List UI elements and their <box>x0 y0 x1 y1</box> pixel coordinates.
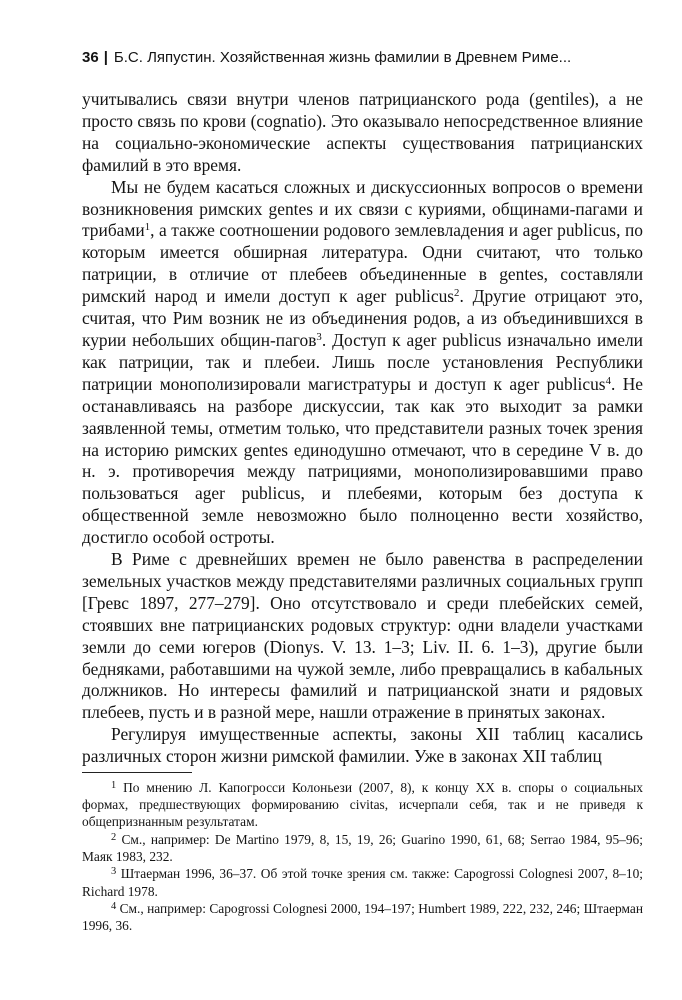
paragraph-1: учитывались связи внутри членов патрицианского рода (gentiles), а не просто связь по крови (cognatio). Это оказывало непосредственное влияние на социально-экономические аспекты существования патрицианских фамилий в это время. <box>82 89 643 175</box>
page-number: 36 <box>82 49 99 66</box>
paragraph-2-part-d: . Доступ к ager publicus изначально имели как патриции, так и плебеи. Лишь после установления Республики патриции монополизировали магистратуры и доступ к ager publicus <box>82 329 643 394</box>
footnote-mark-4: 4 <box>111 900 117 912</box>
footnote-2 <box>82 831 643 865</box>
footnote-text-3: Штаерман 1996, 36–37. Об этой точке зрения см. также: Capogrossi Colognesi 2007, 8–10; Richard 1978. <box>82 866 643 899</box>
footnote-4 <box>82 900 643 934</box>
footnote-ref-3[interactable]: 3 <box>316 331 322 344</box>
paragraph-4: Регулируя имущественные аспекты, законы XII таблиц касались различных сторон жизни римской фамилии. Уже в законах XII таблиц <box>82 724 643 767</box>
footnote-ref-1[interactable]: 1 <box>144 221 151 234</box>
footnote-mark-1: 1 <box>111 779 117 791</box>
main-text <box>82 89 643 768</box>
paragraph-2-part-c: . Другие отрицают это, считая, что Рим возник не из объединения родов, а из объединившихся в курии небольших общин-пагов <box>82 286 643 350</box>
running-title: Б.С. Ляпустин. Хозяйственная жизнь фамилии в Древнем Риме... <box>113 49 572 66</box>
footnote-ref-2[interactable]: 2 <box>454 287 460 300</box>
footnote-text-2: См., например: De Martino 1979, 8, 15, 19, 26; Guarino 1990, 61, 68; Serrao 1984, 95–96; Маяк 1983, 232. <box>82 831 643 864</box>
paragraph-2 <box>82 177 643 549</box>
footnote-mark-3: 3 <box>111 866 117 878</box>
footnote-text-1: По мнению Л. Капогросси Колоньези (2007, 8), к концу XX в. споры о социальных формах, предшествующих формированию civitas, исчерпали себя, так и не приведя к общепризнанным результатам. <box>82 780 643 830</box>
header-separator: | <box>103 49 108 66</box>
footnote-text-4: См., например: Capogrossi Colognesi 2000, 194–197; Humbert 1989, 222, 232, 246; Штаерман 1996, 36. <box>82 901 643 934</box>
footnote-separator <box>82 772 192 773</box>
paragraph-2-part-b: , а также соотношении родового землевладения и ager publicus, по которым имеется обширная литература. Одни считают, что только патриции, в отличие от плебеев объединенные в gentes, составляли римский народ и имели доступ к ager publicus <box>82 220 643 307</box>
running-header <box>82 47 642 69</box>
paragraph-3: В Риме с древнейших времен не было равенства в распределении земельных участков между представителями различных социальных групп [Гревс 1897, 277–279]. Оно отсутствовало и среди плебейских семей, стоявших вне патрицианских родовых структур: одни владели участками земли до семи югеров (Dionys. V. 13. 1–3; Liv. II. 6. 1–3), другие были бедняками, работавшими на чужой земле, либо превращались в кабальных должников. Но интересы фамилий и патрицианской знати и рядовых плебеев, пусть и в разной мере, нашли отражение в принятых законах. <box>82 549 643 723</box>
footnote-3 <box>82 865 643 899</box>
paragraph-2-part-a: Мы не будем касаться сложных и дискуссионных вопросов о времени возникновения римских gentes и их связи с куриями, общинами-пагами и трибами <box>82 176 643 241</box>
footnote-1 <box>82 779 643 830</box>
footnote-ref-4[interactable]: 4 <box>605 374 611 387</box>
footnote-mark-2: 2 <box>111 831 117 843</box>
footnotes <box>82 779 643 935</box>
paragraph-2-part-e: . Не останавливаясь на разборе дискуссии, так как это выходит за рамки заявленной темы, отметим только, что представители разных точек зрения на историю римских gentes единодушно отмечают, что в середине V в. до н. э. противоречия между патрициями, монополизировавшими право пользоваться ager publicus, и плебеями, которым без доступа к общественной земле невозможно было полноценно вести хозяйство, достигло особой остроты. <box>82 373 643 548</box>
